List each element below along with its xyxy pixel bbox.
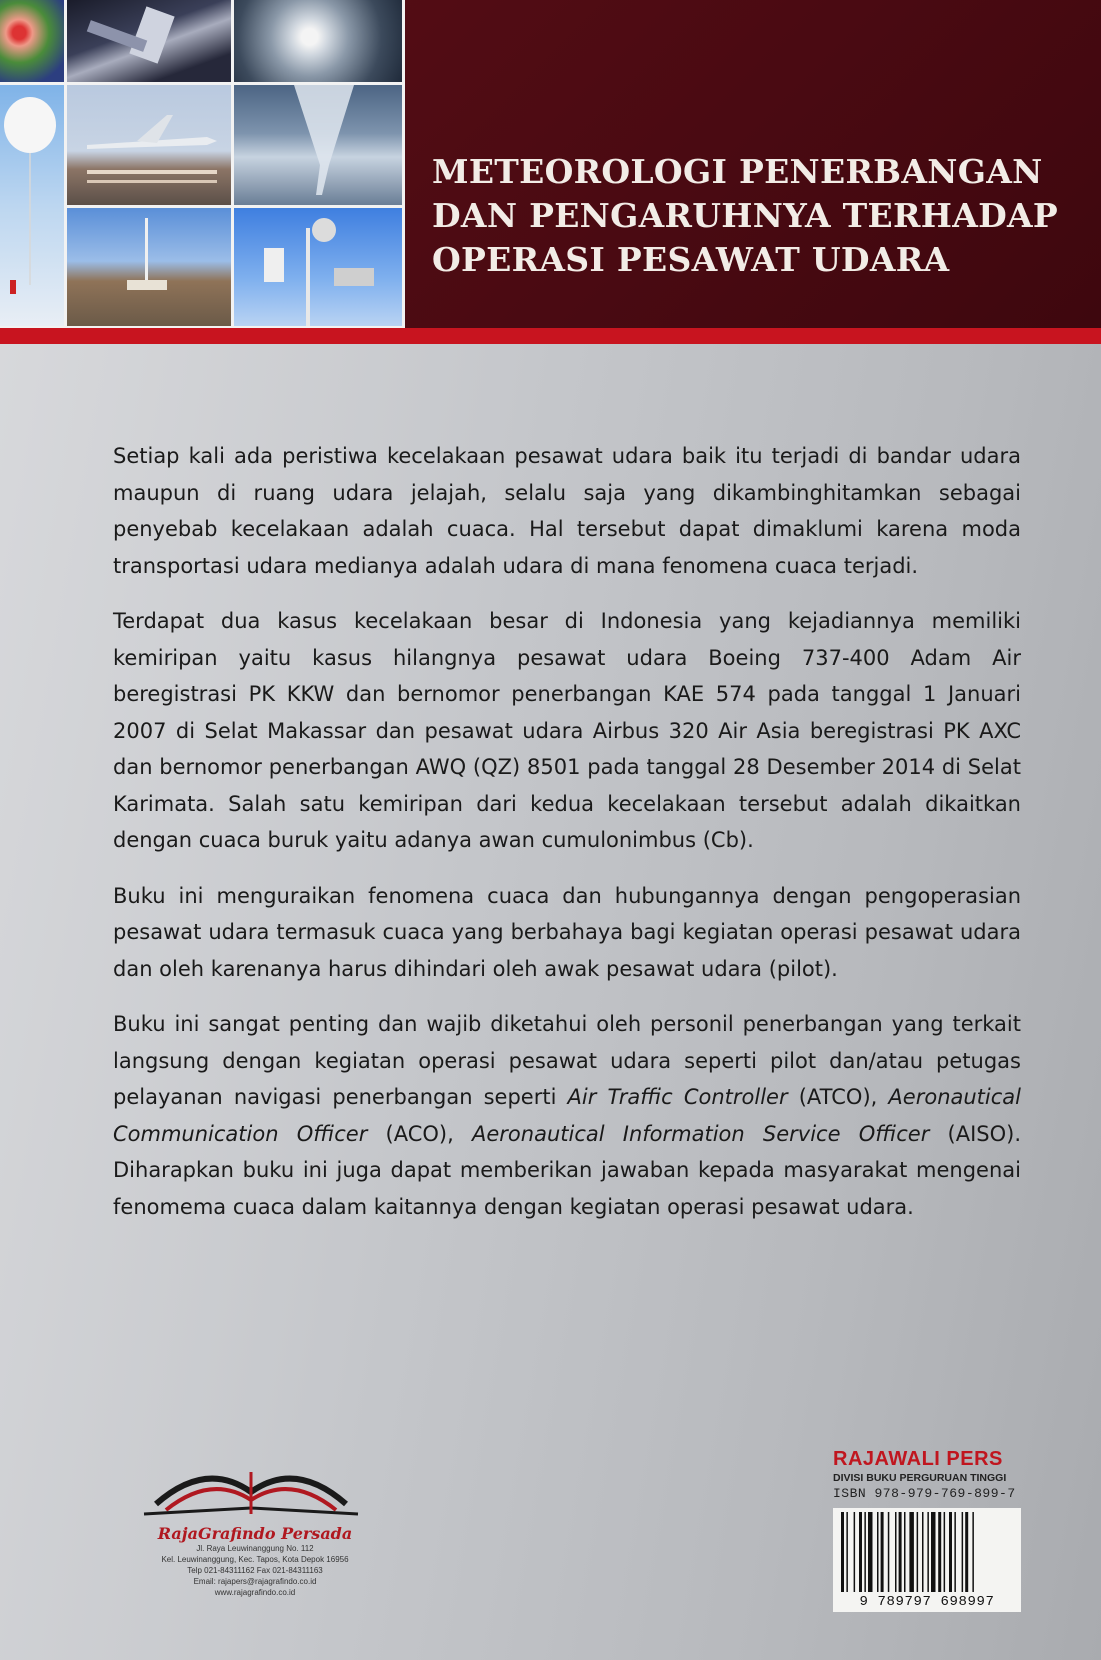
barcode-digits: 9 789797 698997 bbox=[859, 1594, 995, 1610]
barcode-bar bbox=[909, 1512, 914, 1592]
p4-rest: (AISO). Diharapkan buku ini juga dapat memberikan jawaban kepada masyarakat mengenai fenomema cuaca dalam kaitannya dengan kegiatan operasi pesawat udara. bbox=[113, 1121, 1022, 1219]
airplane-photo bbox=[67, 85, 234, 208]
anemometer-photo bbox=[234, 208, 405, 329]
barcode-bar bbox=[931, 1512, 936, 1592]
p4-intro: Buku ini sangat penting dan wajib diketahui oleh personil penerbangan yang terkait langsung dengan kegiatan operasi pesawat udara seperti pilot dan/atau petugas pelayanan navigasi penerbangan seperti bbox=[113, 1012, 1021, 1109]
publisher-website: www.rajagrafindo.co.id bbox=[214, 1588, 296, 1597]
blurb-paragraph-1: Setiap kali ada peristiwa kecelakaan pesawat udara baik itu terjadi di bandar udara maupun di ruang udara jelajah, selalu saja yang dikambinghitamkan sebagai penyebab kecelakaan adalah cuaca. Hal tersebut dapat dimaklumi karena moda transportasi udara medianya adalah udara di mana fenomena cuaca terjadi. bbox=[113, 444, 1021, 578]
barcode-bar bbox=[954, 1512, 956, 1592]
back-cover-blurb bbox=[113, 438, 1021, 1244]
title-line-1: METEOROLOGI PENERBANGAN bbox=[432, 152, 1043, 191]
barcode-bar bbox=[938, 1512, 941, 1592]
barcode-bar bbox=[854, 1512, 856, 1592]
blurb-paragraph-3: Buku ini menguraikan fenomena cuaca dan hubungannya dengan pengoperasian pesawat udara termasuk cuaca yang berbahaya bagi kegiatan operasi pesawat udara dan oleh karenanya harus dihindari oleh awak pesawat udara (pilot). bbox=[113, 883, 1021, 981]
barcode-bar bbox=[927, 1512, 929, 1592]
cover-header bbox=[0, 0, 1101, 328]
barcode-bar bbox=[917, 1512, 919, 1592]
barcode-bar bbox=[864, 1512, 866, 1592]
red-stripe bbox=[0, 328, 1101, 344]
cyclone-photo bbox=[234, 0, 405, 85]
barcode-bar bbox=[962, 1512, 964, 1592]
barcode-bar bbox=[904, 1512, 906, 1592]
barcode-bars bbox=[839, 1512, 1015, 1592]
barcode-bar bbox=[899, 1512, 902, 1592]
publisher-address-2: Kel. Leuwinanggung, Kec. Tapos, Kota Depok 16956 bbox=[161, 1555, 349, 1564]
barcode-bar bbox=[949, 1512, 952, 1592]
barcode-bar bbox=[841, 1512, 844, 1592]
title-line-2: DAN PENGARUHNYA TERHADAP bbox=[432, 196, 1059, 235]
publisher-phone: Telp 021-84311162 Fax 021-84311163 bbox=[187, 1566, 323, 1575]
p4-abbr-2: (ACO), bbox=[367, 1121, 472, 1146]
publisher-name: RajaGrafindo Persada bbox=[157, 1524, 353, 1543]
book-logo-icon bbox=[136, 1452, 366, 1522]
photo-collage bbox=[0, 0, 405, 326]
tornado-photo bbox=[234, 85, 405, 208]
barcode-bar bbox=[922, 1512, 924, 1592]
weather-balloon-photo bbox=[0, 85, 67, 329]
term-atco: Air Traffic Controller bbox=[567, 1085, 788, 1109]
term-aco: Aeronautical Communication Officer bbox=[113, 1085, 1021, 1146]
title-line-3: OPERASI PESAWAT UDARA bbox=[432, 240, 950, 279]
imprint-name: RAJAWALI PERS bbox=[833, 1448, 1003, 1470]
radar-image bbox=[0, 0, 67, 85]
barcode-bar bbox=[881, 1512, 884, 1592]
publisher-address-1: Jl. Raya Leuwinanggung No. 112 bbox=[196, 1544, 314, 1553]
barcode-bar bbox=[877, 1512, 879, 1592]
blurb-paragraph-4 bbox=[113, 1006, 1021, 1225]
imprint-division: DIVISI BUKU PERGURUAN TINGGI bbox=[833, 1472, 1007, 1484]
weather-station-photo bbox=[67, 208, 234, 329]
barcode-bar bbox=[965, 1512, 968, 1592]
barcode-bar bbox=[868, 1512, 873, 1592]
publisher-email: Email: rajapers@rajagrafindo.co.id bbox=[193, 1577, 317, 1586]
isbn-text: ISBN 978-979-769-899-7 bbox=[833, 1486, 1016, 1501]
satellite-photo bbox=[67, 0, 234, 85]
term-aiso: Aeronautical Information Service Officer bbox=[472, 1121, 930, 1146]
barcode-bar bbox=[944, 1512, 946, 1592]
blurb-paragraph-2: Terdapat dua kasus kecelakaan besar di Indonesia yang kejadiannya memiliki kemiripan yaitu kasus hilangnya pesawat udara Boeing 737-400 Adam Air beregistrasi PK KKW dan bernomor penerbangan KAE 574 pada tanggal 1 Januari 2007 di Selat Makassar dan pesawat udara Airbus 320 Air Asia beregistrasi PK AXC dan bernomor penerbangan AWQ (QZ) 8501 pada tanggal 28 Desember 2014 di Selat Karimata. Salah satu kemiripan dari kedua kecelakaan tersebut adalah dikaitkan dengan cuaca buruk yaitu adanya awan cumulonimbus (Cb). bbox=[113, 609, 1021, 852]
barcode-bar bbox=[888, 1512, 890, 1592]
imprint-block bbox=[833, 1448, 1023, 1501]
barcode bbox=[833, 1508, 1021, 1612]
barcode-bar bbox=[972, 1512, 974, 1592]
barcode-bar bbox=[846, 1512, 848, 1592]
barcode-bar bbox=[859, 1512, 862, 1592]
book-title bbox=[432, 150, 1082, 282]
p4-abbr-1: (ATCO), bbox=[787, 1085, 889, 1109]
publisher-block bbox=[130, 1452, 380, 1598]
barcode-bar bbox=[895, 1512, 897, 1592]
